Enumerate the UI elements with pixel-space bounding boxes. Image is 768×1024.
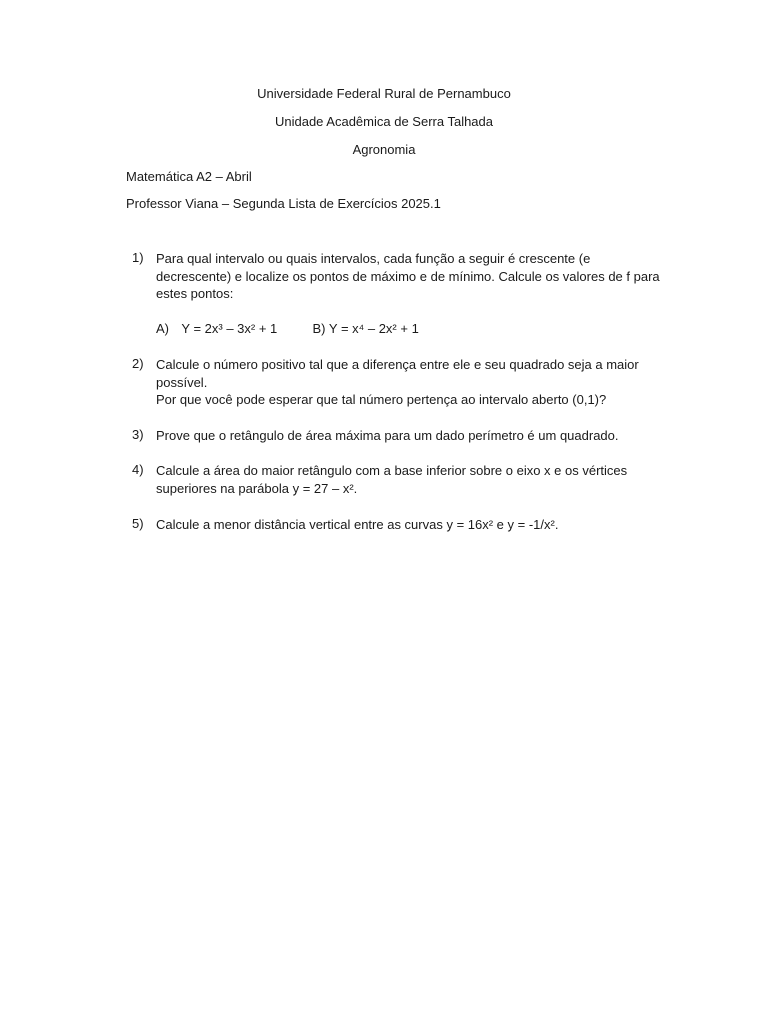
exercise-number: 5) <box>132 516 144 531</box>
course-title: Matemática A2 – Abril <box>126 169 252 184</box>
part-b-label: B) <box>312 321 326 336</box>
exercise-2 <box>126 356 666 409</box>
exercise-text-line: decrescente) e localize os pontos de máximo e de mínimo. Calcule os valores de f para <box>156 268 660 284</box>
exercise-number: 2) <box>132 356 144 371</box>
exercise-4 <box>126 462 666 497</box>
exercise-5 <box>126 516 666 534</box>
exercise-text-line: superiores na parábola y = 27 – x². <box>156 480 358 496</box>
exercise-number: 4) <box>132 462 144 477</box>
part-a-label: A) <box>156 321 169 336</box>
exercise-1-parts <box>156 321 419 336</box>
exercise-text-line: Por que você pode esperar que tal número pertença ao intervalo aberto (0,1)? <box>156 392 607 407</box>
university-name: Universidade Federal Rural de Pernambuco <box>257 86 511 101</box>
exercise-text-line: Prove que o retângulo de área máxima para um dado perímetro é um quadrado. <box>156 428 619 443</box>
exercise-text-line: Calcule a menor distância vertical entre as curvas y = 16x² e y = -1/x². <box>156 517 559 532</box>
exercise-text-line: possível. <box>156 374 208 390</box>
exercise-3 <box>126 427 666 445</box>
program-name: Agronomia <box>352 142 416 157</box>
part-b-function: Y = x⁴ – 2x² + 1 <box>328 321 419 336</box>
exercise-number: 3) <box>132 427 144 442</box>
exercise-text-line: Para qual intervalo ou quais intervalos, cada função a seguir é crescente (e <box>156 251 591 266</box>
professor-list-title: Professor Viana – Segunda Lista de Exercícios 2025.1 <box>126 196 441 211</box>
academic-unit: Unidade Acadêmica de Serra Talhada <box>274 114 494 129</box>
exercise-text-line: estes pontos: <box>156 286 234 301</box>
exercise-number: 1) <box>132 250 144 265</box>
exercise-1 <box>126 250 666 303</box>
exercise-text-line: Calcule a área do maior retângulo com a base inferior sobre o eixo x e os vértices <box>156 463 628 478</box>
part-a-function: Y = 2x³ – 3x² + 1 <box>181 321 278 336</box>
exercise-text-line: Calcule o número positivo tal que a diferença entre ele e seu quadrado seja a maior <box>156 357 639 372</box>
